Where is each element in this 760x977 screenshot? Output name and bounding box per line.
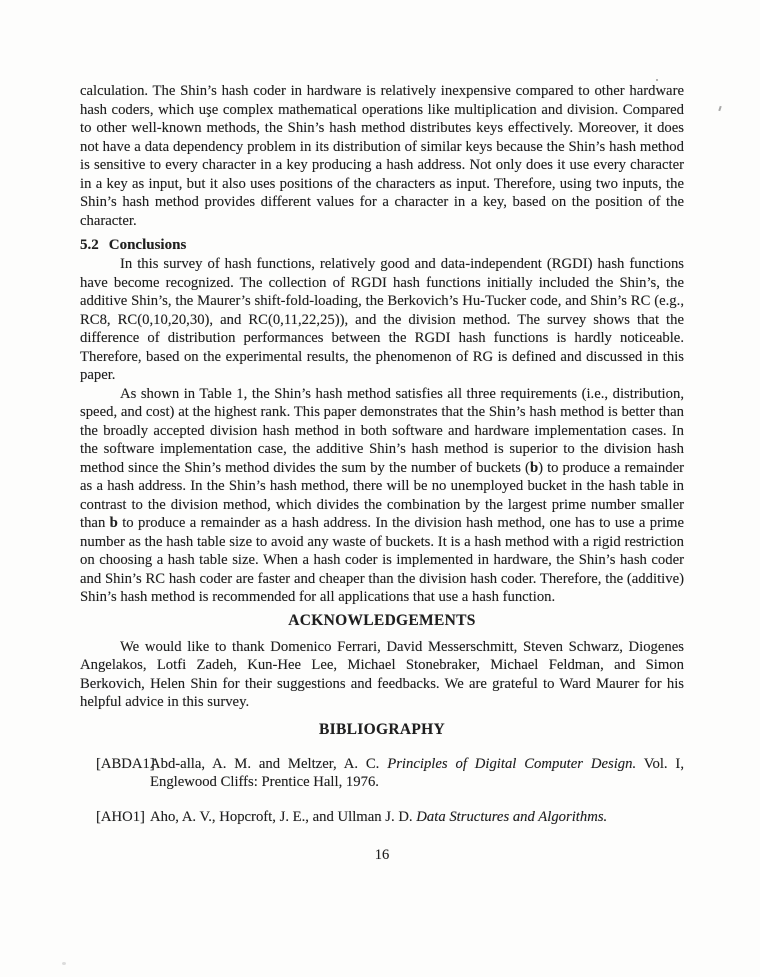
acknowledgements-heading: ACKNOWLEDGEMENTS — [288, 611, 476, 629]
scan-speck-top-right — [656, 79, 658, 81]
citation-text: Abd-alla, A. M. and Meltzer, A. C. Principles of Digital Computer Design. Vol. I, Englewood Cliffs: Prentice Hall, 1976. — [150, 755, 684, 790]
bibliography-entry-abda1 — [80, 755, 684, 792]
scan-speck-bottom-left — [62, 962, 66, 965]
citation-label: [ABDA1] — [96, 755, 155, 772]
page-content — [80, 82, 684, 865]
paragraph-table1-comparison: As shown in Table 1, the Shin’s hash method satisfies all three requirements (i.e., distribution, speed, and cost) at the highest rank. This paper demonstrates that the Shin’s hash method is better than the broadly accepted division hash method in both software and hardware implementation cases. In the software implementation case, the additive Shin’s hash method is superior to the division hash method since the Shin’s method divides the sum by the number of buckets (b) to produce a remainder as a hash address. In the Shin’s hash method, there will be no unemployed bucket in the hash table in contrast to the division method, which divides the combination by the largest prime number smaller than b to produce a remainder as a hash address. In the division hash method, one has to use a prime number as the hash table size to avoid any waste of buckets. It is a hash method with a rigid restriction on choosing a hash table size. When a hash coder is implemented in hardware, the Shin’s hash coder and Shin’s RC hash coder are faster and cheaper than the division hash coder. Therefore, the (additive) Shin’s hash method is recommended for all applications that use a hash function. — [80, 385, 684, 605]
citation-text: Aho, A. V., Hopcroft, J. E., and Ullman J. D. Data Structures and Algorithms. — [150, 808, 608, 825]
bibliography-entry-aho1 — [80, 808, 684, 827]
citation-label: [AHO1] — [96, 808, 145, 825]
paragraph-rgdi-survey: In this survey of hash functions, relatively good and data-independent (RGDI) hash functions have become recognized. The collection of RGDI hash functions initially included the Shin’s, the additive Shin’s, the Maurer’s shift-fold-loading, the Berkovich’s Hu-Tucker code, and Shin’s RC (e.g., RC8, RC(0,10,20,30), and RC(0,11,22,25)), and the division method. The survey shows that the difference of distribution performances between the RGDI hash functions is hardly noticeable. Therefore, based on the experimental results, the phenomenon of RG is defined and discussed in this paper. — [80, 256, 684, 383]
paragraph-acknowledgements: We would like to thank Domenico Ferrari, David Messerschmitt, Steven Schwarz, Diogenes Angelakos, Lotfi Zadeh, Kun-Hee Lee, Michael Stonebraker, Michael Feldman, and Simon Berkovich, Helen Shin for their suggestions and feedbacks. We are grateful to Ward Maurer for his helpful advice in this survey. — [80, 638, 684, 710]
paragraph-hardware-coder: calculation. The Shin’s hash coder in hardware is relatively inexpensive compared to other hardware hash coders, which uşe complex mathematical operations like multiplication and division. Compared to other well-known methods, the Shin’s hash method distributes keys effectively. Moreover, it does not have a data dependency problem in its distribution of similar keys because the Shin’s hash method is sensitive to every character in a key producing a hash address. Not only does it use every character in a key as input, but it also uses positions of the characters as input. Therefore, using two inputs, the Shin’s hash method provides different values for a character in a key, based on the position of the character. — [80, 83, 684, 229]
scan-speck-right — [718, 106, 721, 111]
section-number: 5.2 — [80, 237, 99, 253]
bibliography-heading: BIBLIOGRAPHY — [319, 720, 445, 738]
section-title: Conclusions — [108, 237, 187, 253]
page-number: 16 — [374, 847, 390, 863]
section-heading-conclusions — [80, 236, 684, 255]
